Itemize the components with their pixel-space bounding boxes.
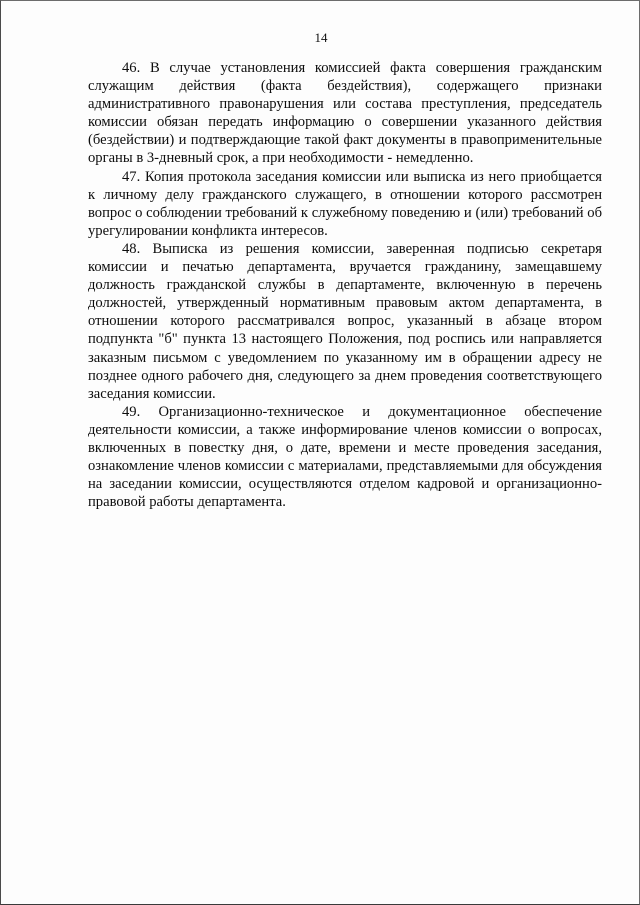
page-number: 14 xyxy=(314,30,328,45)
paragraph-47: 47. Копия протокола заседания комиссии или выписка из него приобщается к личному делу гражданского служащего, в отношении которого рассмотрен вопрос о соблюдении требований к служебному поведению и (или) требований об урегулировании конфликта интересов. xyxy=(88,168,602,239)
paragraph-49: 49. Организационно-техническое и документационное обеспечение деятельности комиссии, а также информирование членов комиссии о вопросах, включенных в повестку дня, о дате, времени и месте проведения заседания, ознакомление членов комиссии с материалами, представляемыми для обсуждения на заседании комиссии, осуществляются отделом кадровой и организационно-правовой работы департамента. xyxy=(88,403,602,511)
paragraph-48: 48. Выписка из решения комиссии, заверенная подписью секретаря комиссии и печатью департамента, вручается гражданину, замещавшему должность гражданской службы в департаменте, включенную в перечень должностей, утвержденный нормативным правовым актом департамента, в отношении которого рассматривался вопрос, указанный в абзаце втором подпункта "б" пункта 13 настоящего Положения, под роспись или направляется заказным письмом с уведомлением по указанному им в обращении адресу не позднее одного рабочего дня, следующего за днем проведения соответствующего заседания комиссии. xyxy=(88,240,602,402)
paragraph-46: 46. В случае установления комиссией факта совершения гражданским служащим действия (факта бездействия), содержащего признаки административного правонарушения или состава преступления, председатель комиссии обязан передать информацию о совершении указанного действия (бездействии) и подтверждающие такой факт документы в правоприменительные органы в 3-дневный срок, а при необходимости - немедленно. xyxy=(88,60,602,167)
document-body xyxy=(88,59,602,511)
